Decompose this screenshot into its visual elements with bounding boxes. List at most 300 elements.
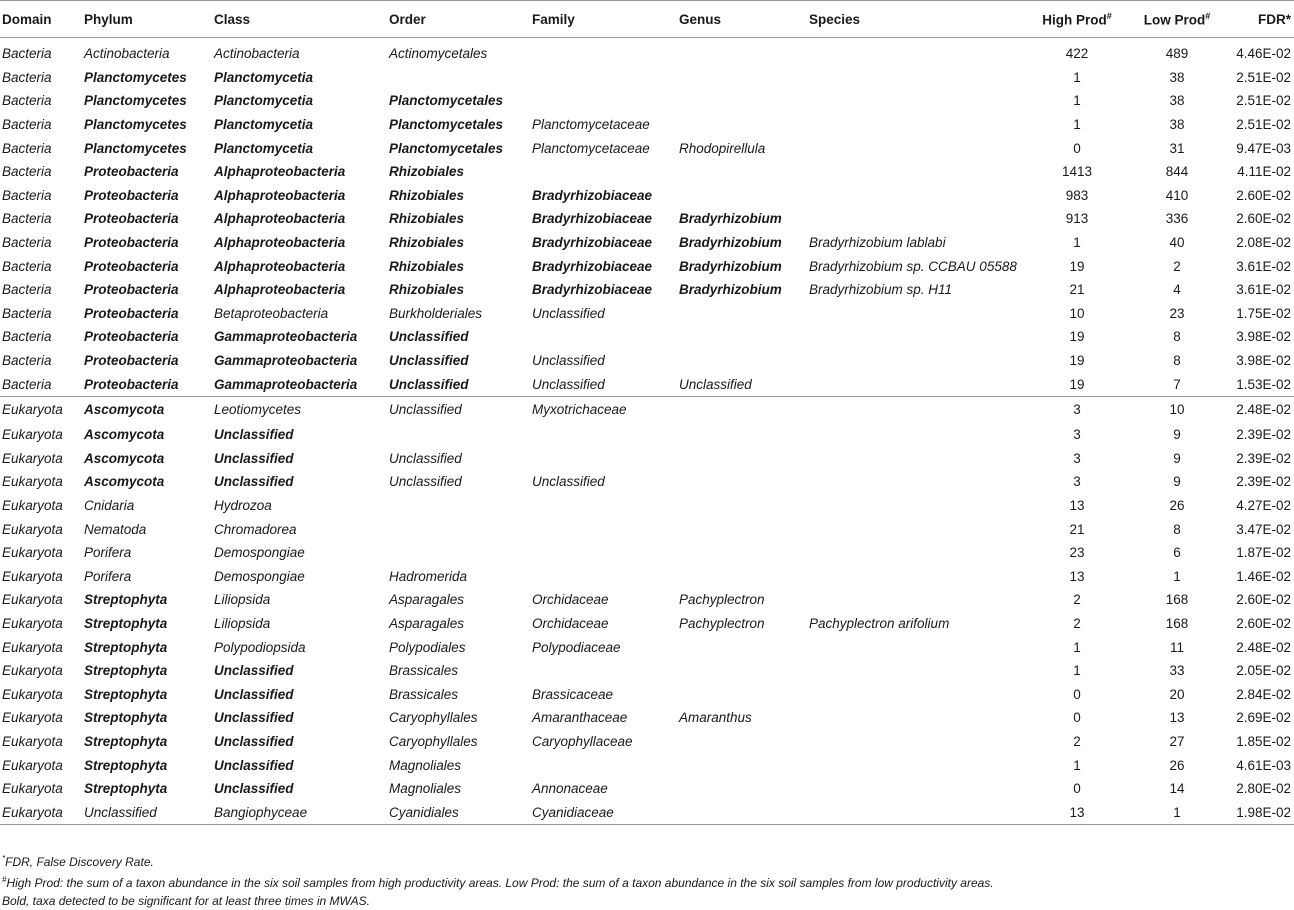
header-high-prod-mark: # xyxy=(1106,10,1112,21)
cell-class: Demospongiae xyxy=(214,568,305,584)
cell-fdr: 2.60E-02 xyxy=(1236,615,1291,631)
cell-family xyxy=(530,447,677,471)
cell-high-prod: 1413 xyxy=(1061,164,1093,180)
cell-high-prod: 1 xyxy=(1073,93,1081,109)
cell-genus xyxy=(677,113,807,137)
cell-domain: Bacteria xyxy=(2,187,52,203)
header-class: Class xyxy=(212,1,387,38)
cell-class: Hydrozoa xyxy=(214,497,272,513)
cell-high-prod: 19 xyxy=(1069,258,1085,274)
table-row xyxy=(0,254,1294,278)
cell-family xyxy=(530,66,677,90)
cell-order: Rhizobiales xyxy=(389,211,465,227)
cell-phylum: Proteobacteria xyxy=(84,376,179,392)
cell-domain: Bacteria xyxy=(2,282,52,298)
cell-phylum: Proteobacteria xyxy=(84,235,179,251)
cell-phylum: Streptophyta xyxy=(84,781,168,797)
cell-high-prod: 13 xyxy=(1069,497,1085,513)
cell-low-prod: 410 xyxy=(1165,187,1189,203)
cell-species xyxy=(807,349,1027,373)
cell-fdr: 2.69E-02 xyxy=(1236,710,1291,726)
cell-family: Cyanidiaceae xyxy=(530,800,677,825)
cell-phylum: Proteobacteria xyxy=(84,305,179,321)
cell-genus xyxy=(677,160,807,184)
cell-species xyxy=(807,447,1027,471)
cell-family: Bradyrhizobiaceae xyxy=(532,235,653,251)
table-row xyxy=(0,447,1294,471)
cell-low-prod: 13 xyxy=(1169,710,1185,726)
cell-species xyxy=(807,564,1027,588)
cell-fdr: 3.98E-02 xyxy=(1236,329,1291,345)
cell-phylum: Ascomycota xyxy=(84,474,165,490)
cell-genus: Bradyrhizobium xyxy=(679,235,782,251)
cell-phylum: Ascomycota xyxy=(84,450,165,466)
cell-domain: Eukaryota xyxy=(0,800,82,825)
cell-family: Myxotrichaceae xyxy=(530,396,677,423)
cell-species xyxy=(807,160,1027,184)
cell-low-prod: 844 xyxy=(1165,164,1189,180)
cell-low-prod: 38 xyxy=(1169,117,1185,133)
cell-phylum: Streptophyta xyxy=(84,663,168,679)
cell-genus xyxy=(677,517,807,541)
cell-family xyxy=(530,42,677,66)
footnote-bold: Bold, taxa detected to be significant for at least three times in MWAS. xyxy=(2,894,370,908)
cell-genus xyxy=(677,659,807,683)
cell-low-prod: 8 xyxy=(1173,353,1181,369)
table-row xyxy=(0,372,1294,396)
cell-order: Rhizobiales xyxy=(389,187,465,203)
table-row xyxy=(0,113,1294,137)
header-species: Species xyxy=(807,1,1027,38)
cell-fdr: 2.60E-02 xyxy=(1236,211,1291,227)
cell-order: Hadromerida xyxy=(389,568,468,584)
cell-family xyxy=(530,325,677,349)
cell-family xyxy=(530,160,677,184)
cell-domain: Eukaryota xyxy=(2,450,63,466)
cell-domain: Bacteria xyxy=(2,46,52,62)
cell-fdr: 3.98E-02 xyxy=(1236,353,1291,369)
cell-low-prod: 33 xyxy=(1169,663,1185,679)
header-fdr: FDR* xyxy=(1227,1,1294,38)
cell-phylum: Streptophyta xyxy=(84,615,168,631)
cell-class: Alphaproteobacteria xyxy=(214,187,346,203)
cell-species xyxy=(807,89,1027,113)
cell-fdr: 3.47E-02 xyxy=(1236,521,1291,537)
cell-fdr: 2.05E-02 xyxy=(1236,663,1291,679)
header-family: Family xyxy=(530,1,677,38)
table-header xyxy=(0,1,1294,38)
cell-genus xyxy=(677,564,807,588)
cell-low-prod: 6 xyxy=(1173,545,1181,561)
cell-species xyxy=(807,706,1027,730)
table-row xyxy=(0,612,1294,636)
cell-order: Asparagales xyxy=(389,592,465,608)
cell-domain: Eukaryota xyxy=(2,615,63,631)
table-row xyxy=(0,42,1294,66)
cell-low-prod: 168 xyxy=(1165,592,1189,608)
cell-class: Betaproteobacteria xyxy=(214,305,329,321)
cell-order: Unclassified xyxy=(389,353,469,369)
cell-high-prod: 0 xyxy=(1073,781,1081,797)
cell-domain: Bacteria xyxy=(2,211,52,227)
cell-genus xyxy=(677,66,807,90)
cell-fdr: 4.46E-02 xyxy=(1236,46,1291,62)
cell-family: Planctomycetaceae xyxy=(532,140,650,156)
table-row xyxy=(0,278,1294,302)
cell-class: Unclassified xyxy=(214,757,294,773)
cell-order: Planctomycetales xyxy=(389,117,504,133)
cell-high-prod: 3 xyxy=(1073,427,1081,443)
cell-phylum: Planctomycetes xyxy=(84,93,187,109)
cell-genus xyxy=(677,423,807,447)
cell-low-prod: 7 xyxy=(1173,376,1181,392)
header-phylum: Phylum xyxy=(82,1,212,38)
table-row xyxy=(0,635,1294,659)
cell-fdr: 2.48E-02 xyxy=(1227,396,1294,423)
header-row xyxy=(0,1,1294,38)
cell-domain: Bacteria xyxy=(2,329,52,345)
cell-order xyxy=(387,423,530,447)
table-row xyxy=(0,470,1294,494)
cell-fdr: 4.27E-02 xyxy=(1236,497,1291,513)
cell-species xyxy=(807,682,1027,706)
table-row xyxy=(0,89,1294,113)
table-row xyxy=(0,564,1294,588)
cell-low-prod: 4 xyxy=(1173,282,1181,298)
table-row xyxy=(0,396,1294,423)
cell-order xyxy=(387,517,530,541)
header-genus: Genus xyxy=(677,1,807,38)
header-low-prod xyxy=(1127,1,1227,38)
cell-domain: Eukaryota xyxy=(2,545,63,561)
cell-class: Unclassified xyxy=(214,781,294,797)
cell-phylum: Actinobacteria xyxy=(84,46,170,62)
cell-genus xyxy=(677,447,807,471)
table-row xyxy=(0,541,1294,565)
cell-phylum: Proteobacteria xyxy=(84,164,179,180)
cell-high-prod: 13 xyxy=(1027,800,1127,825)
cell-phylum: Streptophyta xyxy=(84,757,168,773)
cell-low-prod: 8 xyxy=(1173,521,1181,537)
cell-order: Planctomycetales xyxy=(389,93,504,109)
cell-class: Bangiophyceae xyxy=(212,800,387,825)
cell-class: Unclassified xyxy=(214,733,294,749)
cell-low-prod: 10 xyxy=(1127,396,1227,423)
footnote-fdr-mark: * xyxy=(2,854,6,863)
cell-genus xyxy=(677,470,807,494)
cell-species xyxy=(807,635,1027,659)
cell-phylum: Ascomycota xyxy=(84,427,165,443)
cell-fdr: 2.60E-02 xyxy=(1236,592,1291,608)
cell-class: Gammaproteobacteria xyxy=(214,376,358,392)
cell-fdr: 2.80E-02 xyxy=(1236,781,1291,797)
cell-genus xyxy=(677,800,807,825)
cell-high-prod: 13 xyxy=(1069,568,1085,584)
table-row xyxy=(0,682,1294,706)
cell-family: Annonaceae xyxy=(532,781,608,797)
cell-species xyxy=(807,659,1027,683)
cell-order: Polypodiales xyxy=(389,639,466,655)
cell-order: Unclassified xyxy=(387,396,530,423)
cell-family xyxy=(530,564,677,588)
table-row xyxy=(0,800,1294,825)
cell-family: Brassicaceae xyxy=(532,686,614,702)
cell-order: Rhizobiales xyxy=(389,258,465,274)
cell-class: Unclassified xyxy=(214,474,294,490)
cell-fdr: 2.51E-02 xyxy=(1236,69,1291,85)
cell-genus xyxy=(677,302,807,326)
cell-fdr: 2.39E-02 xyxy=(1236,474,1291,490)
cell-order: Brassicales xyxy=(389,686,459,702)
cell-order xyxy=(387,66,530,90)
cell-high-prod: 1 xyxy=(1073,117,1081,133)
cell-low-prod: 38 xyxy=(1169,93,1185,109)
cell-fdr: 4.61E-03 xyxy=(1236,757,1291,773)
cell-order: Unclassified xyxy=(389,450,462,466)
table-body xyxy=(0,38,1294,825)
cell-species xyxy=(807,541,1027,565)
cell-high-prod: 19 xyxy=(1069,329,1085,345)
table-row xyxy=(0,160,1294,184)
cell-class: Polypodiopsida xyxy=(214,639,306,655)
cell-fdr: 2.60E-02 xyxy=(1236,187,1291,203)
cell-class: Planctomycetia xyxy=(214,69,314,85)
cell-low-prod: 1 xyxy=(1127,800,1227,825)
table-row xyxy=(0,207,1294,231)
cell-high-prod: 1 xyxy=(1073,235,1081,251)
table-row xyxy=(0,753,1294,777)
cell-species xyxy=(807,302,1027,326)
cell-domain: Bacteria xyxy=(2,258,52,274)
cell-genus xyxy=(677,541,807,565)
cell-genus xyxy=(677,184,807,208)
cell-family xyxy=(530,423,677,447)
cell-low-prod: 23 xyxy=(1169,305,1185,321)
cell-order: Magnoliales xyxy=(389,757,462,773)
cell-low-prod: 168 xyxy=(1165,615,1189,631)
cell-genus xyxy=(677,325,807,349)
cell-phylum: Proteobacteria xyxy=(84,258,179,274)
table-row xyxy=(0,423,1294,447)
cell-class: Unclassified xyxy=(214,427,294,443)
cell-order: Rhizobiales xyxy=(389,282,465,298)
cell-domain: Eukaryota xyxy=(2,497,63,513)
cell-class: Chromadorea xyxy=(214,521,297,537)
cell-phylum: Planctomycetes xyxy=(84,117,187,133)
cell-order: Unclassified xyxy=(389,329,469,345)
header-low-prod-mark: # xyxy=(1205,10,1211,21)
cell-genus xyxy=(677,89,807,113)
cell-genus xyxy=(677,682,807,706)
table-row xyxy=(0,231,1294,255)
cell-fdr: 3.61E-02 xyxy=(1236,282,1291,298)
cell-class: Gammaproteobacteria xyxy=(214,353,358,369)
cell-high-prod: 983 xyxy=(1065,187,1089,203)
cell-family xyxy=(530,753,677,777)
cell-phylum: Planctomycetes xyxy=(84,69,187,85)
cell-domain: Eukaryota xyxy=(2,710,63,726)
cell-species xyxy=(807,800,1027,825)
cell-phylum: Proteobacteria xyxy=(84,211,179,227)
cell-species xyxy=(807,42,1027,66)
cell-genus: Unclassified xyxy=(679,376,752,392)
cell-genus xyxy=(677,396,807,423)
cell-family: Bradyrhizobiaceae xyxy=(532,187,653,203)
cell-family: Bradyrhizobiaceae xyxy=(532,282,653,298)
cell-domain: Eukaryota xyxy=(2,733,63,749)
cell-genus xyxy=(677,753,807,777)
cell-domain: Eukaryota xyxy=(2,686,63,702)
table-row xyxy=(0,184,1294,208)
cell-order: Planctomycetales xyxy=(389,140,504,156)
cell-family xyxy=(530,517,677,541)
cell-species xyxy=(807,136,1027,160)
cell-phylum: Nematoda xyxy=(84,521,147,537)
cell-order: Actinomycetales xyxy=(389,46,488,62)
cell-class: Unclassified xyxy=(214,686,294,702)
cell-domain: Eukaryota xyxy=(0,396,82,423)
cell-species: Bradyrhizobium sp. CCBAU 05588 xyxy=(809,258,1017,274)
table-row xyxy=(0,588,1294,612)
cell-high-prod: 1 xyxy=(1073,663,1081,679)
cell-species xyxy=(807,113,1027,137)
cell-order: Unclassified xyxy=(389,474,462,490)
cell-family: Polypodiaceae xyxy=(532,639,621,655)
cell-order: Asparagales xyxy=(389,615,465,631)
cell-class: Liliopsida xyxy=(214,592,271,608)
cell-species xyxy=(807,372,1027,396)
cell-domain: Bacteria xyxy=(2,69,52,85)
cell-phylum: Streptophyta xyxy=(84,592,168,608)
cell-phylum: Cnidaria xyxy=(84,497,135,513)
cell-species xyxy=(807,207,1027,231)
cell-class: Alphaproteobacteria xyxy=(214,282,346,298)
cell-domain: Eukaryota xyxy=(2,663,63,679)
cell-order xyxy=(387,541,530,565)
cell-species xyxy=(807,494,1027,518)
cell-order: Rhizobiales xyxy=(389,235,465,251)
cell-phylum: Streptophyta xyxy=(84,710,168,726)
cell-high-prod: 913 xyxy=(1065,211,1089,227)
cell-high-prod: 3 xyxy=(1073,474,1081,490)
cell-domain: Bacteria xyxy=(2,117,52,133)
cell-high-prod: 21 xyxy=(1069,521,1085,537)
cell-class: Unclassified xyxy=(214,710,294,726)
cell-species xyxy=(807,777,1027,801)
cell-genus xyxy=(677,730,807,754)
cell-fdr: 4.11E-02 xyxy=(1237,164,1291,180)
cell-low-prod: 31 xyxy=(1169,140,1185,156)
header-order: Order xyxy=(387,1,530,38)
cell-high-prod: 1 xyxy=(1073,639,1081,655)
cell-domain: Eukaryota xyxy=(2,639,63,655)
cell-fdr: 2.08E-02 xyxy=(1236,235,1291,251)
cell-genus: Amaranthus xyxy=(679,710,752,726)
cell-family: Unclassified xyxy=(532,474,605,490)
cell-class: Liliopsida xyxy=(214,615,271,631)
cell-genus: Bradyrhizobium xyxy=(679,282,782,298)
cell-class: Alphaproteobacteria xyxy=(214,258,346,274)
cell-family: Unclassified xyxy=(532,353,605,369)
cell-low-prod: 14 xyxy=(1169,781,1185,797)
cell-class: Planctomycetia xyxy=(214,93,314,109)
cell-order: Burkholderiales xyxy=(389,305,483,321)
cell-species xyxy=(807,396,1027,423)
cell-high-prod: 10 xyxy=(1069,305,1085,321)
cell-fdr: 1.85E-02 xyxy=(1236,733,1291,749)
cell-genus: Pachyplectron xyxy=(679,615,765,631)
cell-domain: Eukaryota xyxy=(2,568,63,584)
table-row xyxy=(0,349,1294,373)
cell-genus: Bradyrhizobium xyxy=(679,258,782,274)
cell-high-prod: 2 xyxy=(1073,615,1081,631)
cell-high-prod: 23 xyxy=(1069,545,1085,561)
cell-low-prod: 8 xyxy=(1173,329,1181,345)
footnote-fdr xyxy=(2,850,1292,871)
cell-high-prod: 2 xyxy=(1073,592,1081,608)
cell-domain: Eukaryota xyxy=(2,781,63,797)
cell-domain: Eukaryota xyxy=(2,521,63,537)
cell-species xyxy=(807,66,1027,90)
cell-genus: Pachyplectron xyxy=(679,592,765,608)
cell-high-prod: 19 xyxy=(1069,353,1085,369)
table-row xyxy=(0,325,1294,349)
cell-genus xyxy=(677,494,807,518)
cell-low-prod: 489 xyxy=(1165,46,1189,62)
cell-high-prod: 21 xyxy=(1069,282,1085,298)
cell-high-prod: 3 xyxy=(1073,450,1081,466)
cell-fdr: 1.75E-02 xyxy=(1236,305,1291,321)
cell-low-prod: 20 xyxy=(1169,686,1185,702)
cell-phylum: Proteobacteria xyxy=(84,282,179,298)
header-domain: Domain xyxy=(0,1,82,38)
cell-low-prod: 40 xyxy=(1169,235,1185,251)
table-row xyxy=(0,66,1294,90)
cell-high-prod: 0 xyxy=(1073,140,1081,156)
table-row xyxy=(0,730,1294,754)
cell-family: Unclassified xyxy=(532,305,605,321)
cell-phylum: Streptophyta xyxy=(84,639,168,655)
cell-phylum: Streptophyta xyxy=(84,733,168,749)
cell-class: Planctomycetia xyxy=(214,117,314,133)
cell-family xyxy=(530,659,677,683)
cell-low-prod: 38 xyxy=(1169,69,1185,85)
cell-species xyxy=(807,588,1027,612)
cell-class: Unclassified xyxy=(214,450,294,466)
cell-high-prod: 1 xyxy=(1073,757,1081,773)
cell-fdr: 2.84E-02 xyxy=(1236,686,1291,702)
cell-genus: Bradyrhizobium xyxy=(679,211,782,227)
cell-genus: Rhodopirellula xyxy=(679,140,766,156)
cell-family: Amaranthaceae xyxy=(532,710,628,726)
cell-order: Caryophyllales xyxy=(389,733,478,749)
cell-high-prod: 2 xyxy=(1073,733,1081,749)
cell-fdr: 1.98E-02 xyxy=(1227,800,1294,825)
cell-high-prod: 0 xyxy=(1073,710,1081,726)
cell-low-prod: 9 xyxy=(1173,427,1181,443)
cell-species xyxy=(807,325,1027,349)
cell-species: Bradyrhizobium sp. H11 xyxy=(809,282,953,298)
cell-domain: Eukaryota xyxy=(2,592,63,608)
cell-species: Pachyplectron arifolium xyxy=(809,615,950,631)
header-low-prod-label: Low Prod xyxy=(1143,12,1206,28)
header-high-prod xyxy=(1027,1,1127,38)
cell-phylum: Planctomycetes xyxy=(84,140,187,156)
cell-phylum: Porifera xyxy=(84,545,132,561)
footnote-fdr-text: FDR, False Discovery Rate. xyxy=(5,855,154,869)
cell-domain: Bacteria xyxy=(2,93,52,109)
cell-family xyxy=(530,89,677,113)
